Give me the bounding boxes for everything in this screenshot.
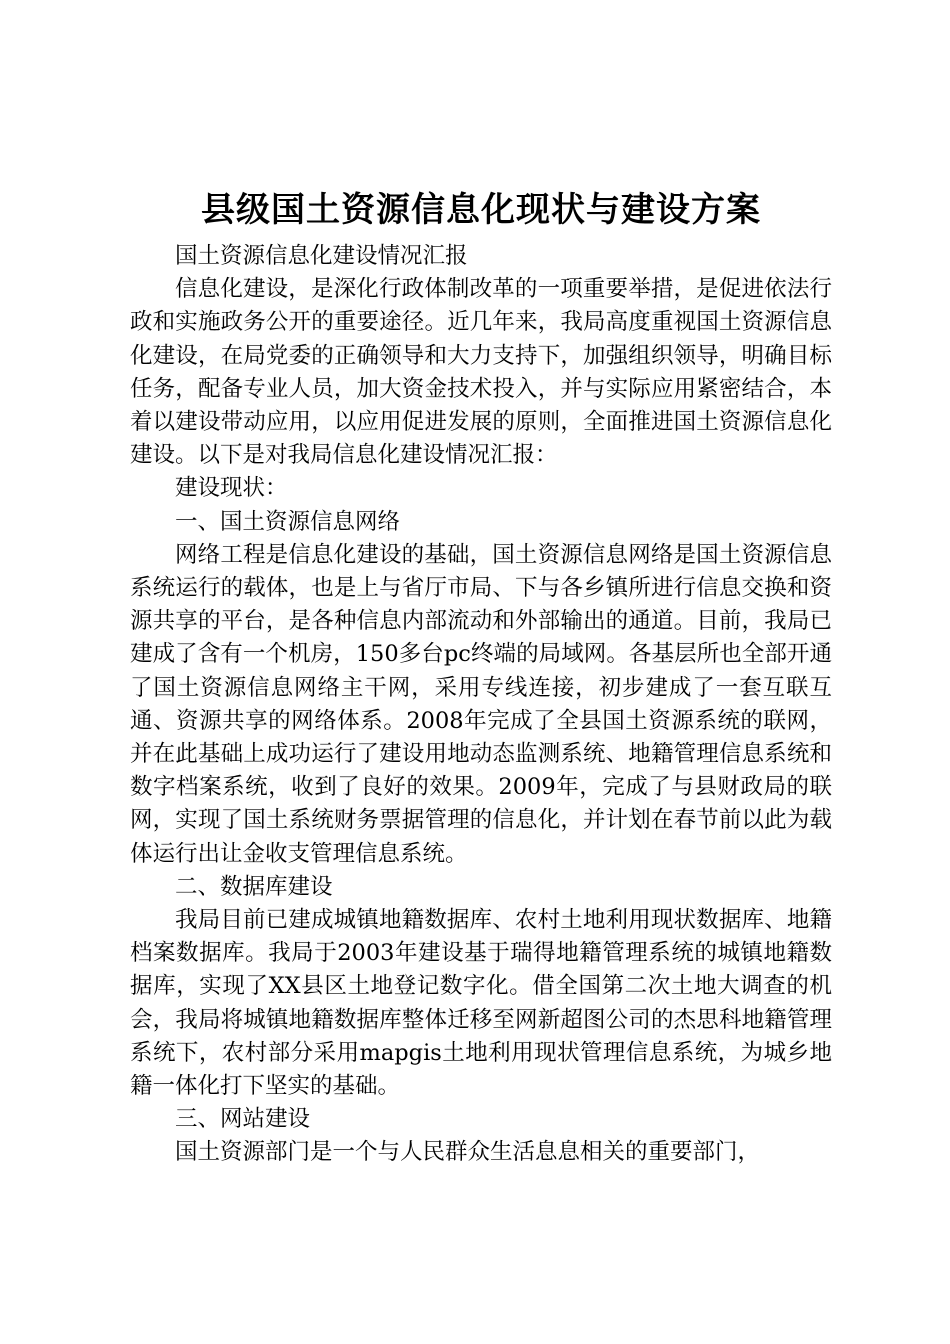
report-subtitle: 国土资源信息化建设情况汇报 [175,243,468,269]
section-heading-status: 建设现状： [175,475,288,502]
database-paragraph: 我局目前已建成城镇地籍数据库、农村土地利用现状数据库、地籍档案数据库。我局于2003年建设基于瑞得地籍管理系统的城镇地籍数据库，实现了XX县区土地登记数字化。借全国第二次土地大调查的机会，我局将城镇地籍数据库整体迁移至网新超图公司的杰思科地籍管理系统下，农村部分采用mapgis土地利用现状管理信息系统，为城乡地籍一体化打下坚实的基础。 [130,907,832,1100]
intro-paragraph: 信息化建设，是深化行政体制改革的一项重要举措，是促进依法行政和实施政务公开的重要途径。近几年来，我局高度重视国土资源信息化建设，在局党委的正确领导和大力支持下，加强组织领导，明确目标任务，配备专业人员，加大资金技术投入，并与实际应用紧密结合，本着以建设带动应用，以应用促进发展的原则，全面推进国土资源信息化建设。以下是对我局信息化建设情况汇报： [130,276,832,469]
website-paragraph: 国土资源部门是一个与人民群众生活息息相关的重要部门， [175,1139,761,1166]
document-page [130,188,832,1170]
network-paragraph: 网络工程是信息化建设的基础，国土资源信息网络是国土资源信息系统运行的载体，也是上与省厅市局、下与各乡镇所进行信息交换和资源共享的平台，是各种信息内部流动和外部输出的通道。目前，我局已建成了含有一个机房，150多台pc终端的局域网。各基层所也全部开通了国土资源信息网络主干网，采用专线连接，初步建成了一套互联互通、资源共享的网络体系。2008年完成了全县国土资源系统的联网，并在此基础上成功运行了建设用地动态监测系统、地籍管理信息系统和数字档案系统，收到了良好的效果。2009年，完成了与县财政局的联网，实现了国土系统财务票据管理的信息化，并计划在春节前以此为载体运行出让金收支管理信息系统。 [130,541,832,867]
document-title: 县级国土资源信息化现状与建设方案 [201,190,761,230]
section-heading-database: 二、数据库建设 [175,873,333,900]
section-heading-website: 三、网站建设 [175,1106,311,1133]
section-heading-network: 一、国土资源信息网络 [175,508,401,535]
